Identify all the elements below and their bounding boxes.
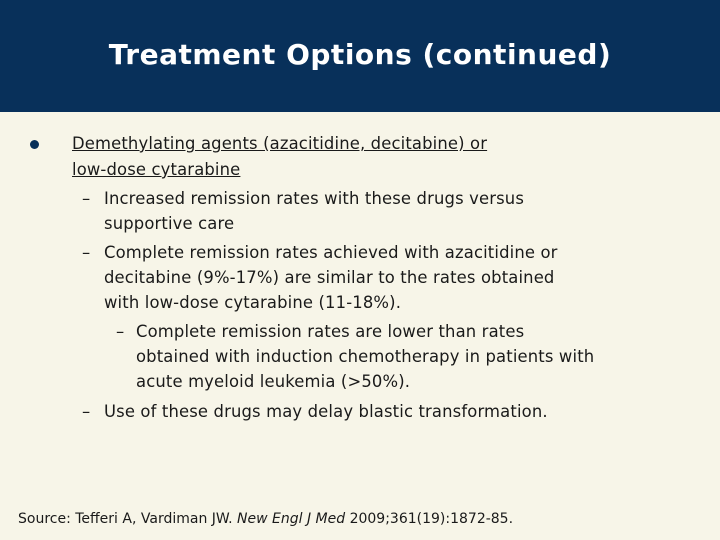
sub-2-line-3: with low-dose cytarabine (11-18%). xyxy=(104,293,402,312)
sub-1-line-2: supportive care xyxy=(104,214,235,233)
slide-title: Treatment Options (continued) xyxy=(108,38,612,71)
sub-2-line-2: decitabine (9%-17%) are similar to the rates obtained xyxy=(104,268,555,287)
bullet-dot xyxy=(30,140,39,149)
sub-1-dash: – xyxy=(82,189,91,208)
source-journal: New Engl J Med xyxy=(237,511,346,527)
sub-1-line-1: Increased remission rates with these drugs versus xyxy=(104,189,525,208)
bullet-1-line-2: low-dose cytarabine xyxy=(72,160,241,179)
source-prefix: Source: Tefferi A, Vardiman JW. xyxy=(18,511,238,527)
bullet-1-line-1: Demethylating agents (azacitidine, decitabine) or xyxy=(72,134,488,153)
sub-2-line-1: Complete remission rates achieved with azacitidine or xyxy=(104,243,558,262)
sub-2-dash: – xyxy=(82,243,91,262)
source-suffix: 2009;361(19):1872-85. xyxy=(345,511,514,527)
sub-3-line-1: Use of these drugs may delay blastic transformation. xyxy=(104,402,548,421)
subsub-1-line-1: Complete remission rates are lower than rates xyxy=(136,322,525,341)
source-citation xyxy=(18,510,513,528)
subsub-1-line-3: acute myeloid leukemia (>50%). xyxy=(136,372,411,391)
sub-3-dash: – xyxy=(82,402,91,421)
subsub-1-line-2: obtained with induction chemotherapy in patients with xyxy=(136,347,595,366)
subsub-1-dash: – xyxy=(116,322,125,341)
